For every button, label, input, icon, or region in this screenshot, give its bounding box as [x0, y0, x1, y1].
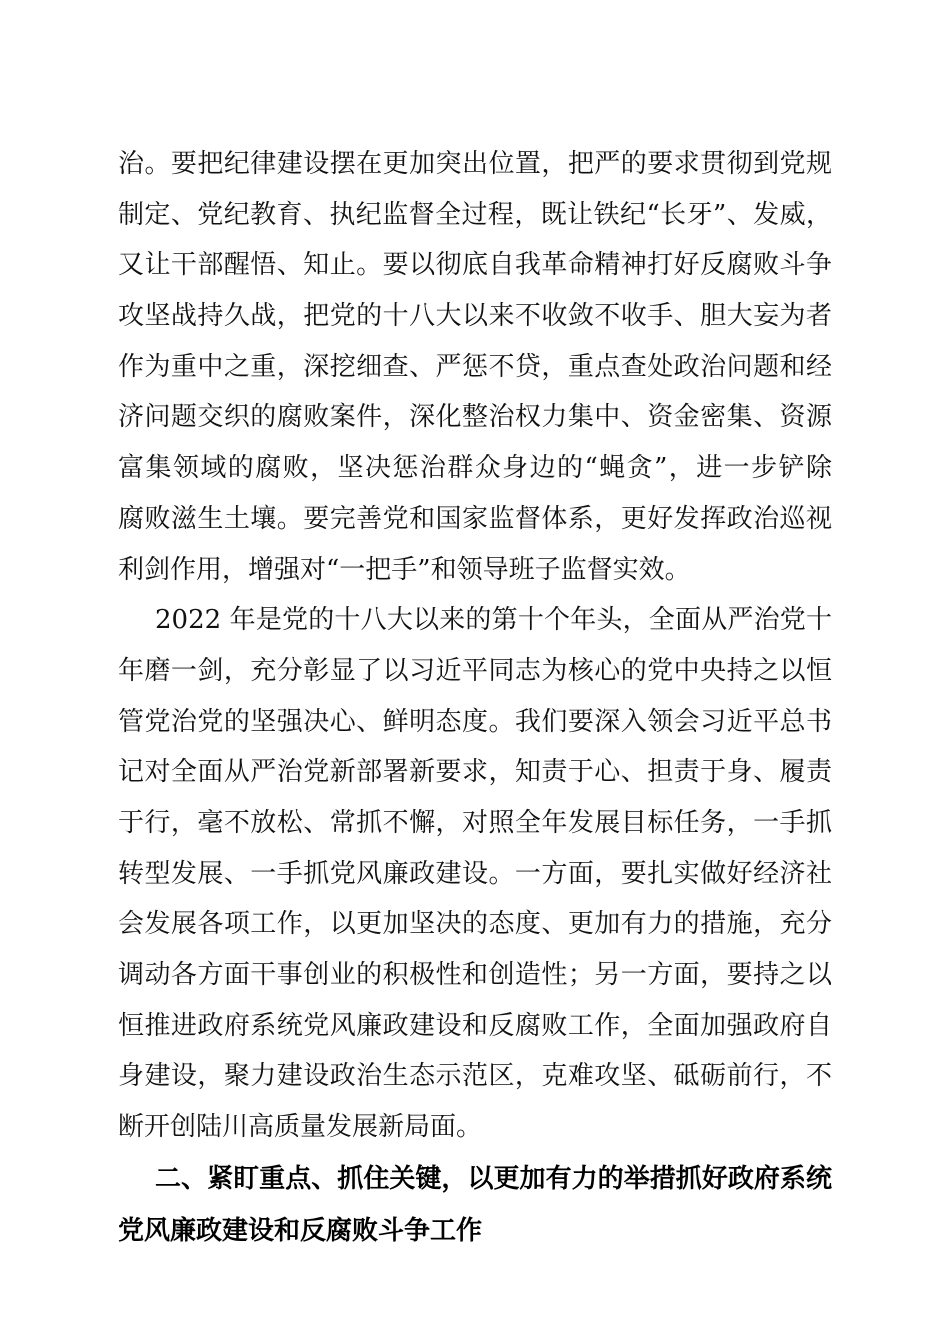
text-line: 利剑作用，增强对“一把手”和领导班子监督实效。	[118, 554, 691, 585]
text-line: 又让干部醒悟、知止。要以彻底自我革命精神打好反腐败斗争	[118, 250, 832, 281]
text-line: 腐败滋生土壤。要完善党和国家监督体系，更好发挥政治巡视	[118, 503, 832, 534]
text-line: 治。要把纪律建设摆在更加突出位置，把严的要求贯彻到党规	[118, 149, 832, 179]
text-line: 断开创陆川高质量发展新局面。	[118, 1112, 483, 1143]
heading-line: 党风廉政建设和反腐败斗争工作	[118, 1215, 483, 1246]
text-line: 会发展各项工作，以更加坚决的态度、更加有力的措施，充分	[118, 909, 832, 940]
text-line: 年磨一剑，充分彰显了以习近平同志为核心的党中央持之以恒	[118, 655, 832, 686]
text-line: 济问题交织的腐败案件，深化整治权力集中、资金密集、资源	[118, 402, 832, 433]
text-line: 记对全面从严治党新部署新要求，知责于心、担责于身、履责	[118, 757, 832, 788]
document-body	[118, 139, 832, 1257]
paragraph-discipline	[118, 139, 832, 595]
text-line: 富集领域的腐败，坚决惩治群众身边的“蝇贪”，进一步铲除	[118, 453, 832, 484]
text-line: 调动各方面干事创业的积极性和创造性；另一方面，要持之以	[118, 960, 832, 990]
text-line: 2022 年是党的十八大以来的第十个年头，全面从严治党十	[155, 605, 832, 636]
section-heading	[118, 1153, 832, 1257]
text-line: 制定、党纪教育、执纪监督全过程，既让铁纪“长牙”、发威，	[118, 199, 832, 230]
text-line: 转型发展、一手抓党风廉政建设。一方面，要扎实做好经济社	[118, 858, 832, 889]
text-line: 管党治党的坚强决心、鲜明态度。我们要深入领会习近平总书	[118, 706, 832, 737]
heading-line: 二、紧盯重点、抓住关键，以更加有力的举措抓好政府系统	[155, 1163, 832, 1194]
text-line: 身建设，聚力建设政治生态示范区，克难攻坚、砥砺前行，不	[118, 1061, 832, 1092]
text-line: 恒推进政府系统党风廉政建设和反腐败工作，全面加强政府自	[118, 1010, 832, 1041]
paragraph-2022	[118, 595, 832, 1153]
text-line: 攻坚战持久战，把党的十八大以来不收敛不收手、胆大妄为者	[118, 301, 832, 332]
text-line: 于行，毫不放松、常抓不懈，对照全年发展目标任务，一手抓	[118, 807, 832, 838]
text-line: 作为重中之重，深挖细查、严惩不贷，重点查处政治问题和经	[118, 351, 832, 382]
